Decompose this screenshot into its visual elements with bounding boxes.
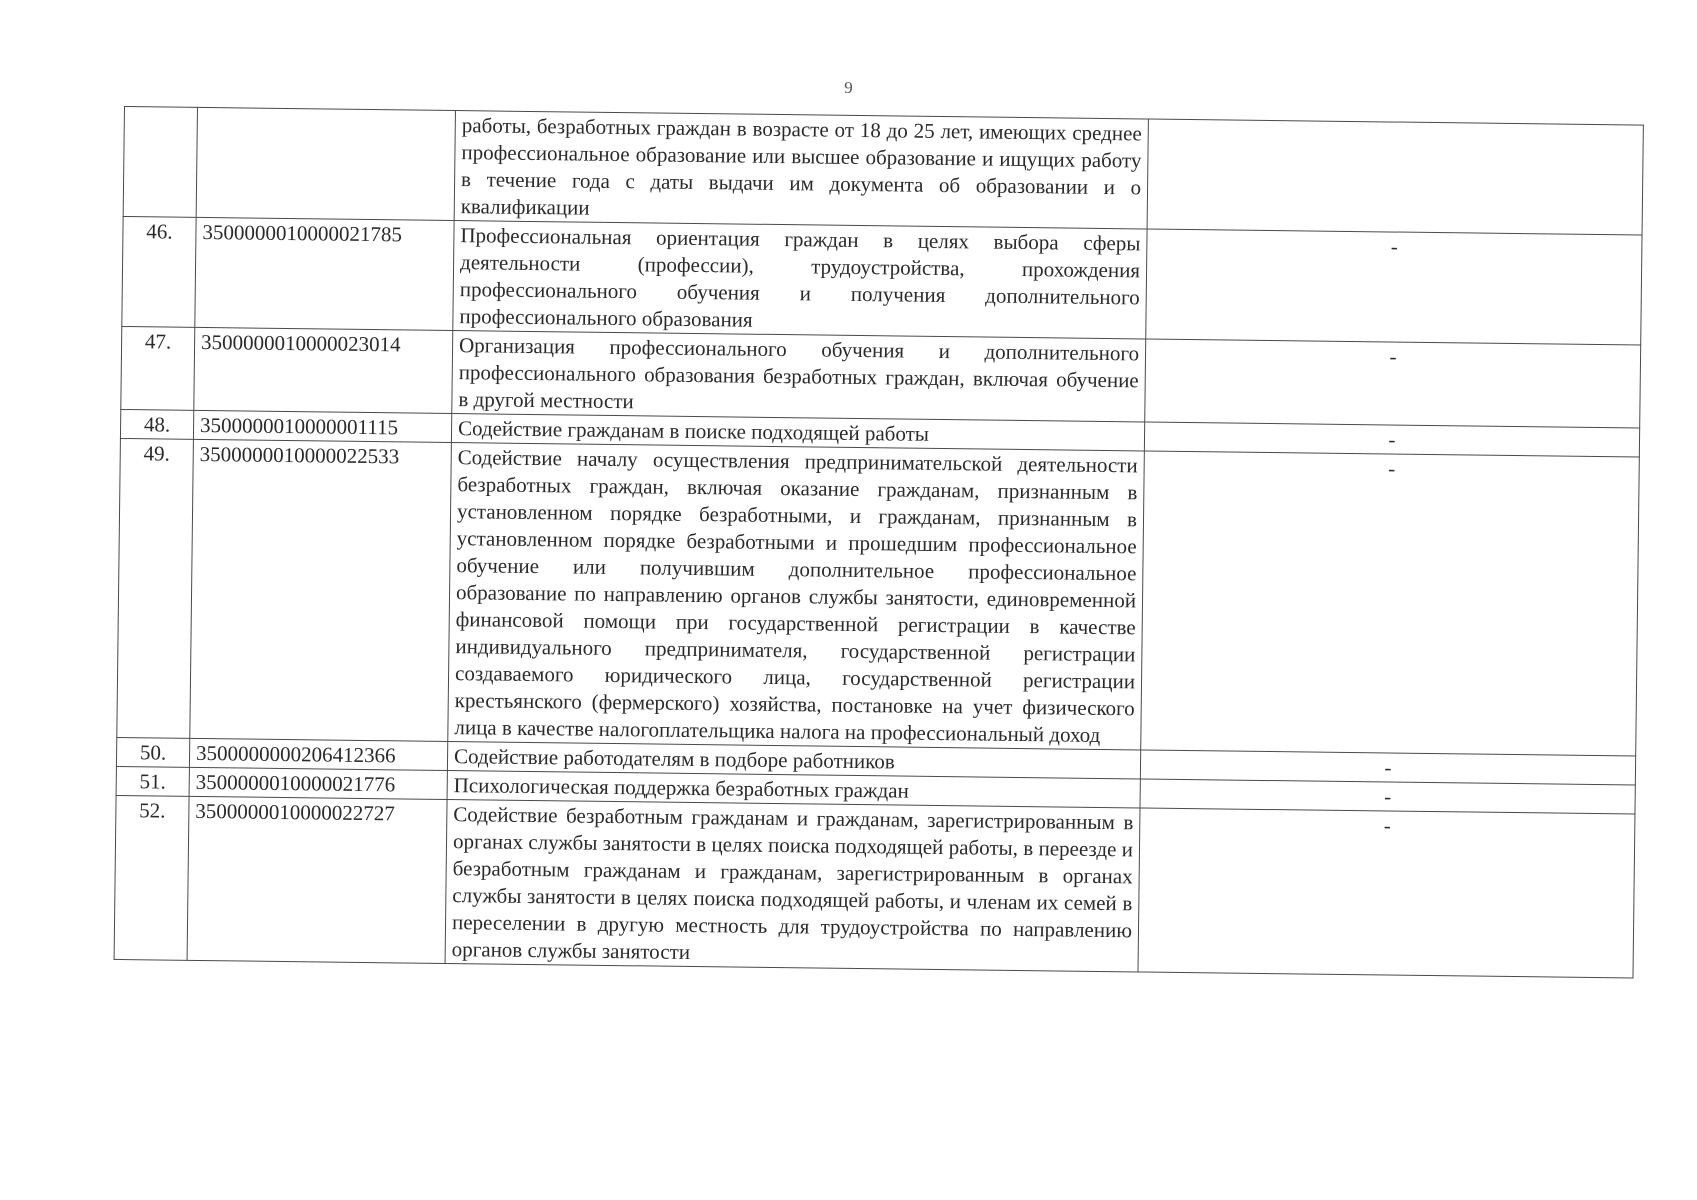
service-name: Содействие работодателям в подборе работников — [447, 742, 1140, 779]
service-name: Содействие безработным гражданам и гражданам, зарегистрированным в органах службы занятости в целях поиска подходящей работы, в переезде и безработным гражданам и гражданам, зарегистрированным в органах службы занятости в целях поиска подходящей работы, и членам их семей в переселении в другую местность для трудоустройства по направлению органов службы занятости — [445, 799, 1140, 971]
service-note: - — [1141, 451, 1640, 756]
row-number: 47. — [121, 326, 195, 410]
row-number: 46. — [122, 216, 196, 327]
service-code: 3500000010000022727 — [187, 796, 447, 963]
table-row — [114, 795, 1635, 978]
service-note: - — [1145, 339, 1641, 428]
table-row — [123, 107, 1643, 236]
page-number: 9 — [844, 78, 853, 97]
service-code: 3500000000206412366 — [189, 738, 447, 770]
service-name: Содействие гражданам в поиске подходящей работы — [451, 414, 1144, 451]
row-number — [123, 107, 197, 218]
table-row — [117, 438, 1640, 756]
service-code: 3500000010000022533 — [190, 439, 452, 741]
service-code: 3500000010000023014 — [194, 327, 453, 413]
service-note — [1147, 119, 1643, 235]
row-number: 48. — [120, 409, 193, 439]
row-number: 52. — [114, 795, 189, 960]
service-note: - — [1144, 422, 1639, 457]
service-code — [196, 107, 455, 220]
services-table — [114, 106, 1644, 979]
row-number: 50. — [116, 737, 189, 767]
service-name: Содействие началу осуществления предпринимательской деятельности безработных граждан, включая оказание гражданам, признанным в установленном порядке безработными, и гражданам, признанным в установленном порядке безработными и прошедшим профессиональное обучение или получившим дополнительное профессиональное образование по направлению органов службы занятости, единовременной финансовой помощи при государственной регистрации в качестве индивидуального предпринимателя, государственной регистрации создаваемого юридического лица, государственной регистрации крестьянского (фермерского) хозяйства, постановке на учет физического лица в качестве налогоплательщика налога на профессиональный доход — [448, 443, 1145, 750]
row-number: 49. — [117, 438, 194, 738]
service-note: - — [1138, 808, 1635, 978]
service-name: Психологическая поддержка безработных граждан — [447, 771, 1140, 808]
service-name: Профессиональная ориентация граждан в целях выбора сферы деятельности (профессии), трудоустройства, прохождения профессионального обучения и получения дополнительного профессионального образования — [453, 221, 1147, 339]
service-note: - — [1140, 779, 1635, 814]
service-note: - — [1146, 229, 1642, 345]
service-code: 3500000010000021785 — [195, 217, 454, 330]
service-code: 3500000010000001115 — [193, 410, 451, 442]
row-number: 51. — [116, 766, 189, 796]
service-name: Организация профессионального обучения и дополнительного профессионального образования безработных граждан, включая обучение в другой местности — [452, 331, 1146, 422]
service-name: работы, безработных граждан в возрасте от 18 до 25 лет, имеющих среднее профессиональное образование или высшее образование и ищущих работу в течение года с даты выдачи им документа об образовании и о квалификации — [454, 111, 1148, 229]
table-row — [122, 216, 1642, 345]
service-code: 3500000010000021776 — [189, 767, 447, 799]
service-note: - — [1140, 750, 1635, 785]
